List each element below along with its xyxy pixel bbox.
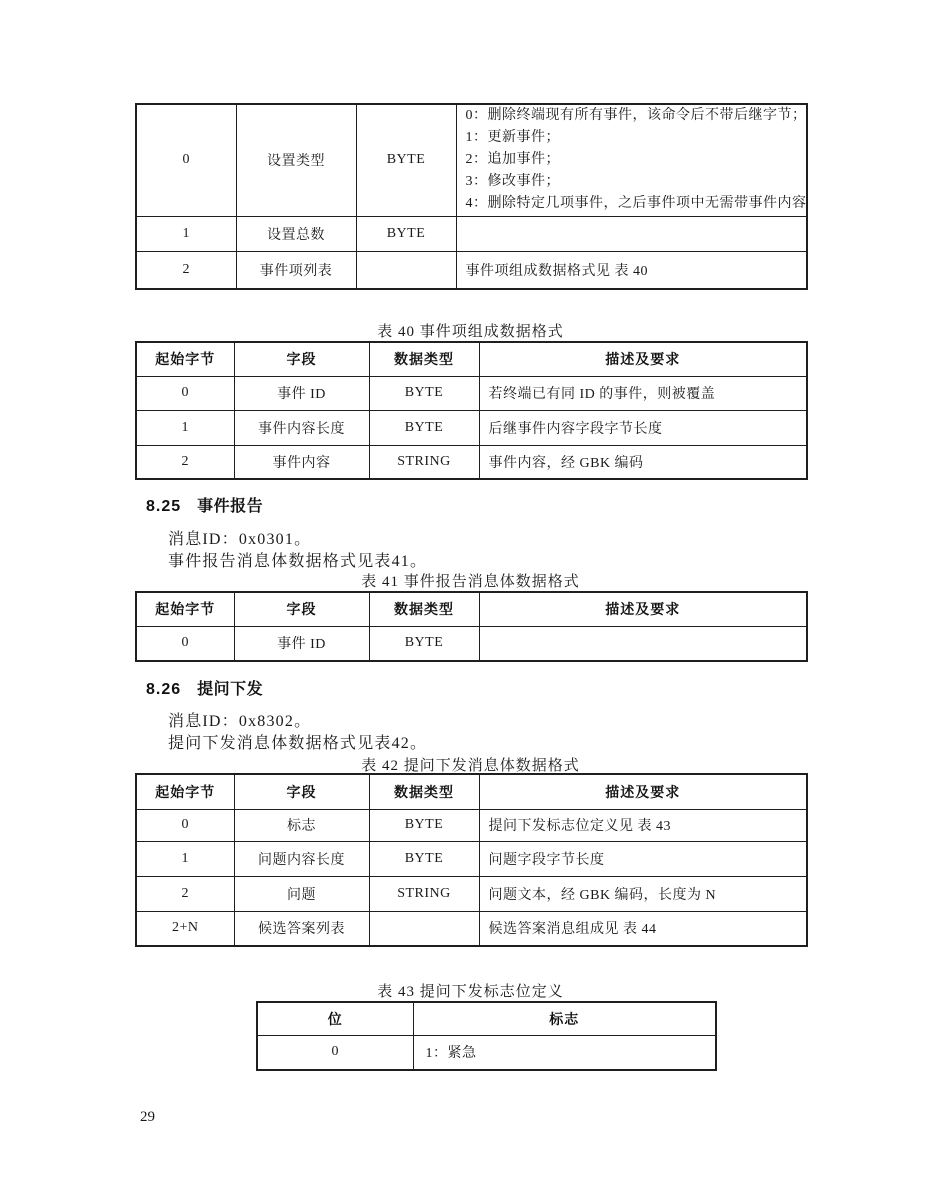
table-row	[136, 104, 807, 216]
cell-description: 问题文本，经 GBK 编码，长度为 N	[479, 876, 807, 911]
section-heading-8-25	[146, 493, 263, 516]
cell-data-type: BYTE	[369, 410, 479, 445]
cell-flag: 1：紧急	[413, 1035, 716, 1070]
table-header-row	[257, 1002, 716, 1035]
column-header: 字段	[234, 342, 369, 376]
section-title: 提问下发	[197, 681, 264, 698]
description-line: 3：修改事件；	[465, 174, 560, 190]
column-header: 描述及要求	[479, 592, 807, 626]
cell-field: 事件 ID	[234, 626, 369, 661]
cell-start-byte: 2	[136, 876, 234, 911]
cell-start-byte: 2+N	[136, 911, 234, 946]
cell-start-byte: 0	[136, 626, 234, 661]
column-header: 字段	[234, 774, 369, 809]
description-line: 2：追加事件；	[465, 152, 560, 168]
table-row	[136, 445, 807, 479]
cell-data-type	[356, 251, 456, 289]
table-reference-line: 提问下发消息体数据格式见表42。	[168, 735, 428, 752]
cell-data-type: BYTE	[369, 841, 479, 876]
table-42	[135, 773, 808, 947]
message-id-line: 消息ID：0x8302。	[168, 713, 312, 730]
cell-start-byte: 0	[136, 809, 234, 841]
table-row	[136, 809, 807, 841]
cell-description: 提问下发标志位定义见 表 43	[479, 809, 807, 841]
table-row	[257, 1035, 716, 1070]
section-number: 8.26	[146, 681, 182, 698]
cell-description	[456, 216, 807, 251]
table-row	[136, 410, 807, 445]
cell-start-byte: 1	[136, 410, 234, 445]
column-header: 字段	[234, 592, 369, 626]
section-number: 8.25	[146, 498, 182, 515]
cell-field: 设置总数	[236, 216, 356, 251]
cell-data-type: BYTE	[369, 376, 479, 410]
column-header: 位	[257, 1002, 413, 1035]
table-41-caption: 表 41 事件报告消息体数据格式	[361, 574, 580, 590]
cell-field: 问题	[234, 876, 369, 911]
table-40	[135, 341, 808, 480]
table-row	[136, 216, 807, 251]
description-line: 0：删除终端现有所有事件，该命令后不带后继字节；	[465, 108, 807, 124]
table-43	[256, 1001, 717, 1071]
cell-data-type: STRING	[369, 445, 479, 479]
column-header: 起始字节	[136, 774, 234, 809]
cell-description: 事件内容，经 GBK 编码	[479, 445, 807, 479]
cell-bit: 0	[257, 1035, 413, 1070]
cell-start-byte: 2	[136, 251, 236, 289]
column-header: 描述及要求	[479, 774, 807, 809]
table-row	[136, 251, 807, 289]
table-header-row	[136, 342, 807, 376]
cell-start-byte: 0	[136, 104, 236, 216]
cell-description: 若终端已有同 ID 的事件，则被覆盖	[479, 376, 807, 410]
cell-start-byte: 1	[136, 841, 234, 876]
section-heading-8-26	[146, 676, 263, 699]
description-line: 1：更新事件；	[465, 130, 560, 146]
cell-data-type: STRING	[369, 876, 479, 911]
column-header: 描述及要求	[479, 342, 807, 376]
section-title: 事件报告	[197, 498, 264, 515]
cell-start-byte: 2	[136, 445, 234, 479]
cell-field: 候选答案列表	[234, 911, 369, 946]
column-header: 起始字节	[136, 592, 234, 626]
table-row	[136, 626, 807, 661]
message-id-line: 消息ID：0x0301。	[168, 531, 312, 548]
cell-description: 事件项组成数据格式见 表 40	[456, 251, 807, 289]
cell-field: 事件 ID	[234, 376, 369, 410]
cell-description	[479, 626, 807, 661]
column-header: 数据类型	[369, 774, 479, 809]
table-41	[135, 591, 808, 662]
cell-description: 后继事件内容字段字节长度	[479, 410, 807, 445]
page-number: 29	[140, 1109, 155, 1125]
column-header: 起始字节	[136, 342, 234, 376]
cell-description: 候选答案消息组成见 表 44	[479, 911, 807, 946]
cell-description: 问题字段字节长度	[479, 841, 807, 876]
cell-data-type: BYTE	[356, 216, 456, 251]
cell-description	[456, 104, 807, 216]
cell-data-type	[369, 911, 479, 946]
table-row	[136, 376, 807, 410]
description-line: 4：删除特定几项事件，之后事件项中无需带事件内容	[465, 196, 807, 212]
cell-field: 标志	[234, 809, 369, 841]
cell-data-type: BYTE	[356, 104, 456, 216]
column-header: 标志	[413, 1002, 716, 1035]
table-row	[136, 841, 807, 876]
table-header-row	[136, 774, 807, 809]
cell-data-type: BYTE	[369, 626, 479, 661]
table-39-continued	[135, 103, 808, 290]
table-43-caption: 表 43 提问下发标志位定义	[377, 984, 564, 1000]
table-40-caption: 表 40 事件项组成数据格式	[377, 324, 564, 340]
cell-field: 设置类型	[236, 104, 356, 216]
cell-field: 问题内容长度	[234, 841, 369, 876]
table-reference-line: 事件报告消息体数据格式见表41。	[168, 553, 428, 570]
table-row	[136, 911, 807, 946]
table-42-caption: 表 42 提问下发消息体数据格式	[361, 758, 580, 774]
cell-field: 事件内容长度	[234, 410, 369, 445]
cell-start-byte: 1	[136, 216, 236, 251]
cell-field: 事件项列表	[236, 251, 356, 289]
column-header: 数据类型	[369, 592, 479, 626]
cell-start-byte: 0	[136, 376, 234, 410]
cell-field: 事件内容	[234, 445, 369, 479]
column-header: 数据类型	[369, 342, 479, 376]
table-row	[136, 876, 807, 911]
cell-data-type: BYTE	[369, 809, 479, 841]
table-header-row	[136, 592, 807, 626]
